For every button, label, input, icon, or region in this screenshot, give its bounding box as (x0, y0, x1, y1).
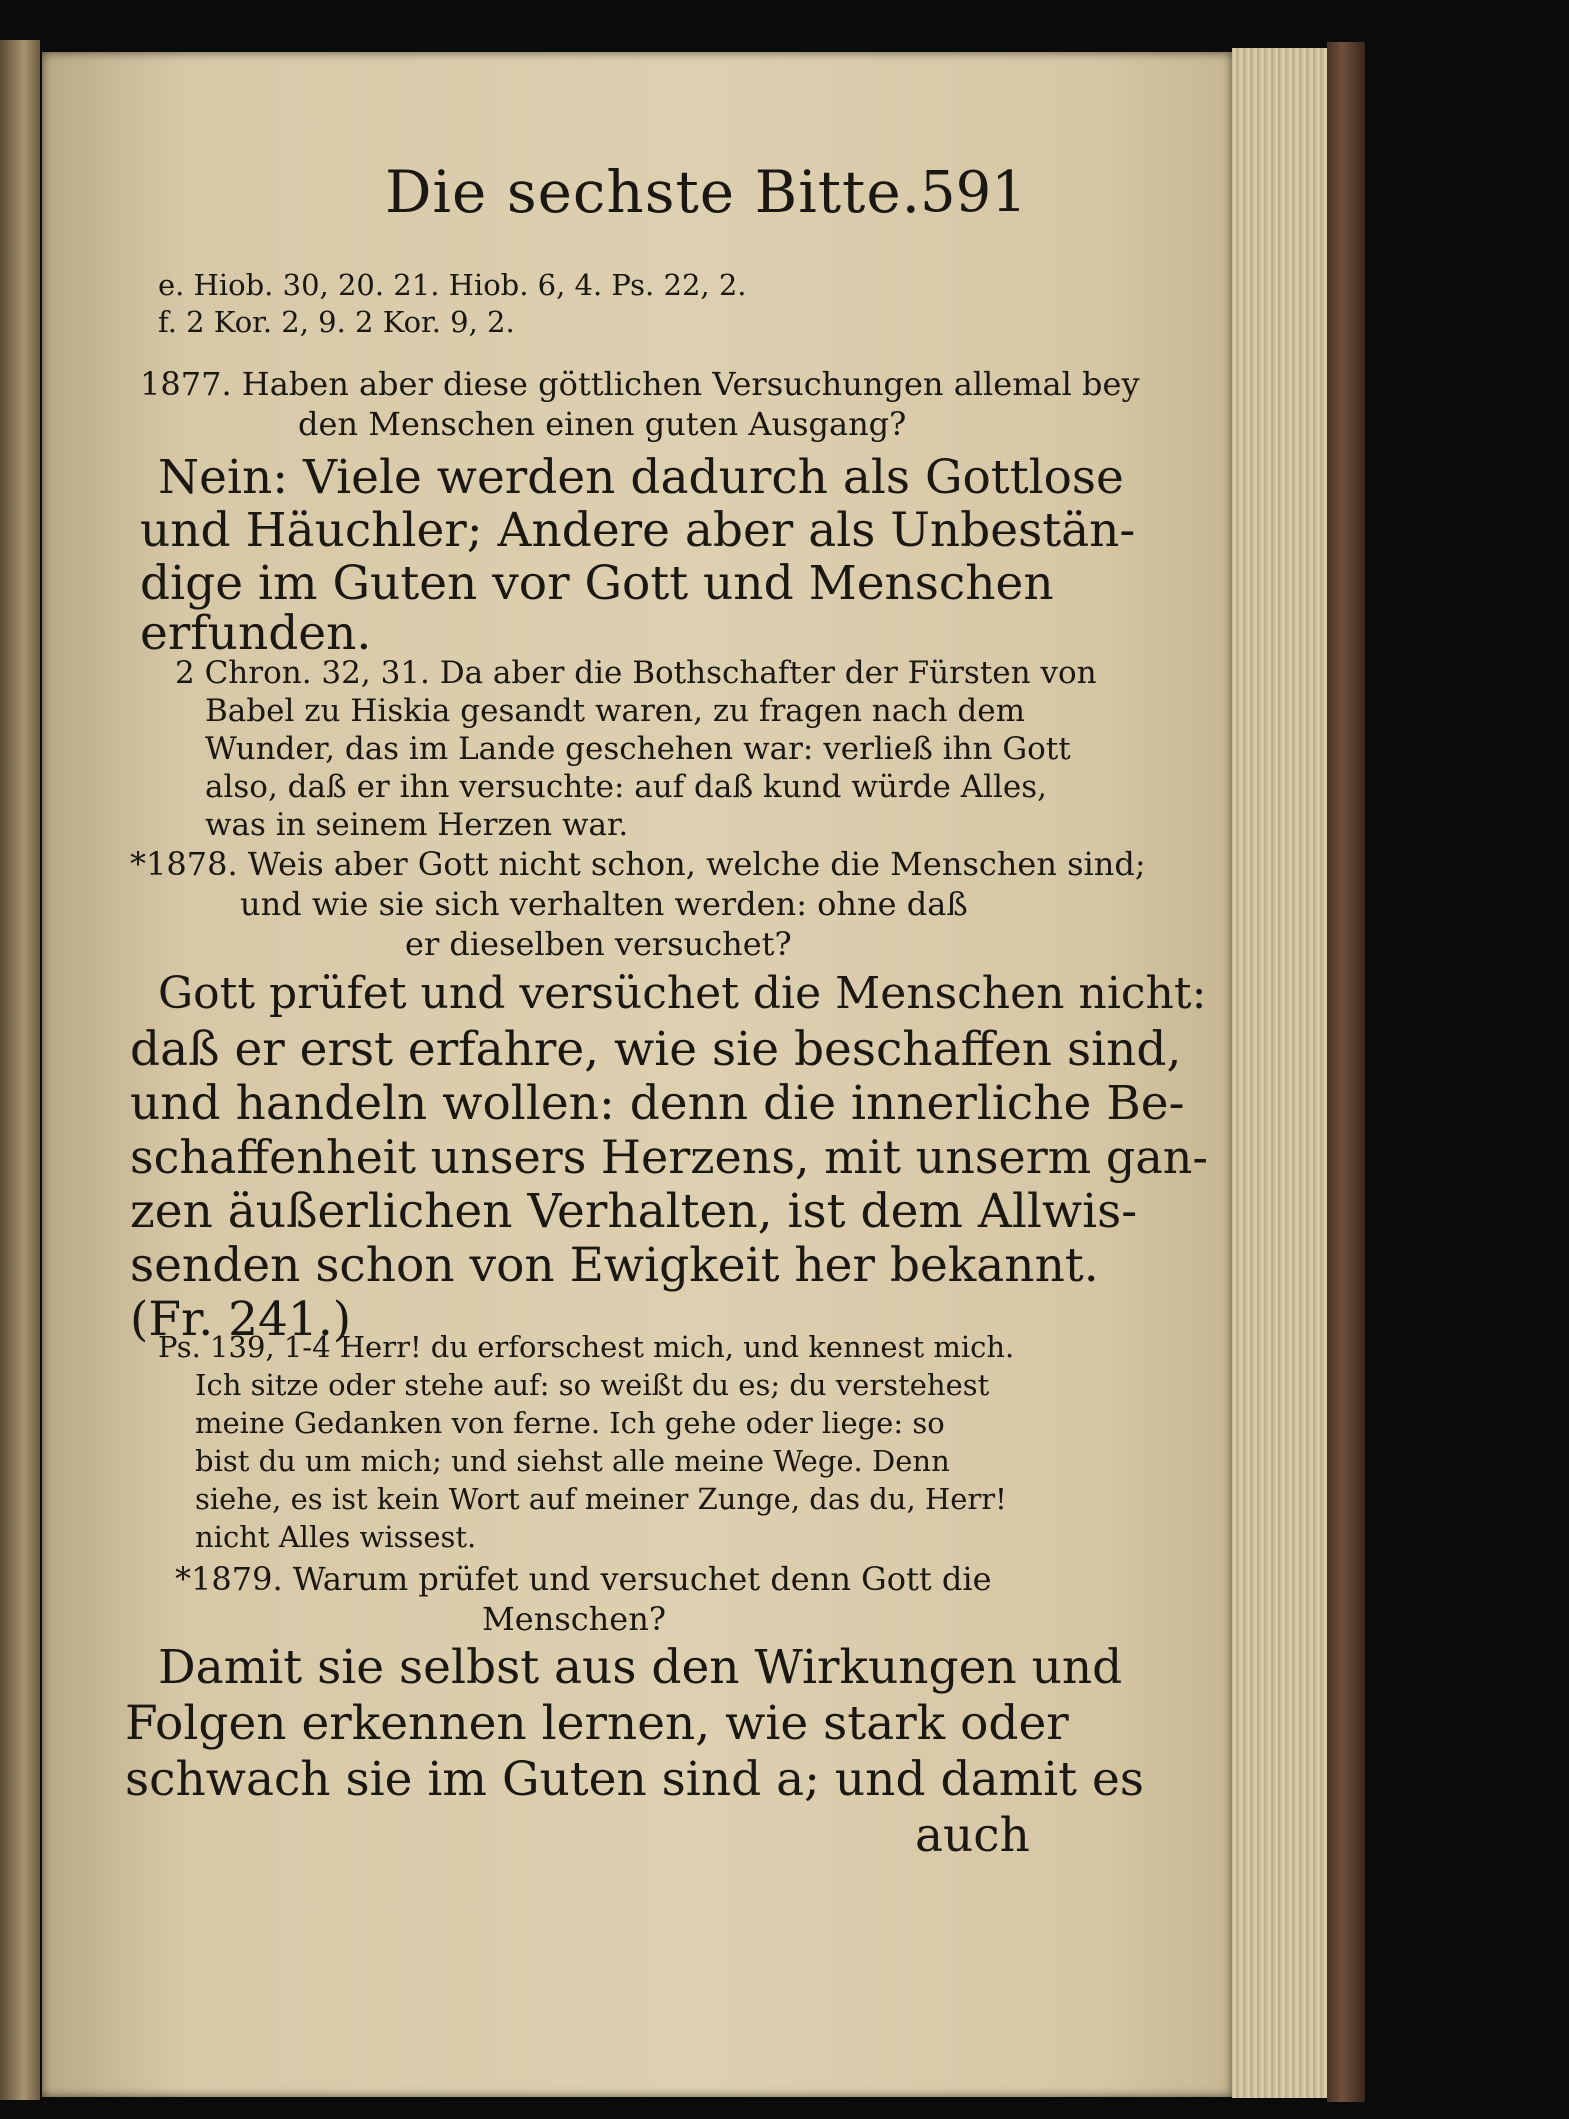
answer-line: Gott prüfet und versüchet die Menschen nicht: (158, 968, 1207, 1019)
answer-line: und handeln wollen: denn die innerliche Be- (130, 1076, 1185, 1131)
footnote-line: f. 2 Kor. 2, 9. 2 Kor. 9, 2. (158, 305, 515, 339)
question-line: den Menschen einen guten Ausgang? (298, 405, 907, 443)
answer-line: daß er erst erfahre, wie sie beschaffen sind, (130, 1022, 1182, 1077)
answer-line: (Fr. 241.) (130, 1292, 352, 1347)
left-page-edge (0, 40, 40, 2100)
quote-line: also, daß er ihn versuchte: auf daß kund würde Alles, (205, 769, 1048, 805)
question-line: *1879. Warum prüfet und versuchet denn Gott die (175, 1560, 992, 1598)
quote-line: siehe, es ist kein Wort auf meiner Zunge, das du, Herr! (195, 1482, 1007, 1516)
book-cover (1327, 42, 1365, 2102)
quote-line: was in seinem Herzen war. (205, 807, 629, 843)
answer-line: Damit sie selbst aus den Wirkungen und (158, 1640, 1123, 1695)
question-line: *1878. Weis aber Gott nicht schon, welche die Menschen sind; (130, 845, 1146, 883)
answer-line: Nein: Viele werden dadurch als Gottlose (158, 450, 1124, 505)
quote-line: meine Gedanken von ferne. Ich gehe oder liege: so (195, 1406, 945, 1440)
quote-line: Ps. 139, 1-4 Herr! du erforschest mich, und kennest mich. (158, 1330, 1015, 1364)
answer-line: senden schon von Ewigkeit her bekannt. (130, 1238, 1099, 1293)
quote-line: bist du um mich; und siehst alle meine Wege. Denn (195, 1444, 950, 1478)
question-line: und wie sie sich verhalten werden: ohne daß (240, 885, 968, 923)
answer-line: Folgen erkennen lernen, wie stark oder (125, 1696, 1069, 1751)
page-block-edges (1232, 48, 1327, 2098)
footnote-line: e. Hiob. 30, 20. 21. Hiob. 6, 4. Ps. 22, 2. (158, 268, 747, 302)
answer-line: schaffenheit unsers Herzens, mit unserm gan- (130, 1130, 1208, 1184)
answer-line: schwach sie im Guten sind a; und damit es (125, 1752, 1144, 1807)
question-line: er dieselben versuchet? (405, 925, 792, 963)
answer-line: und Häuchler; Andere aber als Unbestän- (140, 503, 1136, 558)
answer-line: zen äußerlichen Verhalten, ist dem Allwis- (130, 1184, 1138, 1239)
quote-line: Wunder, das im Lande geschehen war: verließ ihn Gott (205, 731, 1071, 767)
answer-line: erfunden. (140, 606, 372, 661)
quote-line: Ich sitze oder stehe auf: so weißt du es; du verstehest (195, 1368, 990, 1402)
question-line: Menschen? (482, 1600, 666, 1638)
quote-line: 2 Chron. 32, 31. Da aber die Bothschafter der Fürsten von (175, 655, 1097, 691)
question-line: 1877. Haben aber diese göttlichen Versuchungen allemal bey (140, 365, 1140, 403)
answer-line: dige im Guten vor Gott und Menschen (140, 556, 1054, 611)
catchword: auch (915, 1808, 1030, 1863)
quote-line: Babel zu Hiskia gesandt waren, zu fragen nach dem (205, 693, 1025, 729)
running-title: Die sechste Bitte. (385, 158, 922, 226)
page-number: 591 (920, 160, 1027, 225)
quote-line: nicht Alles wissest. (195, 1520, 477, 1554)
